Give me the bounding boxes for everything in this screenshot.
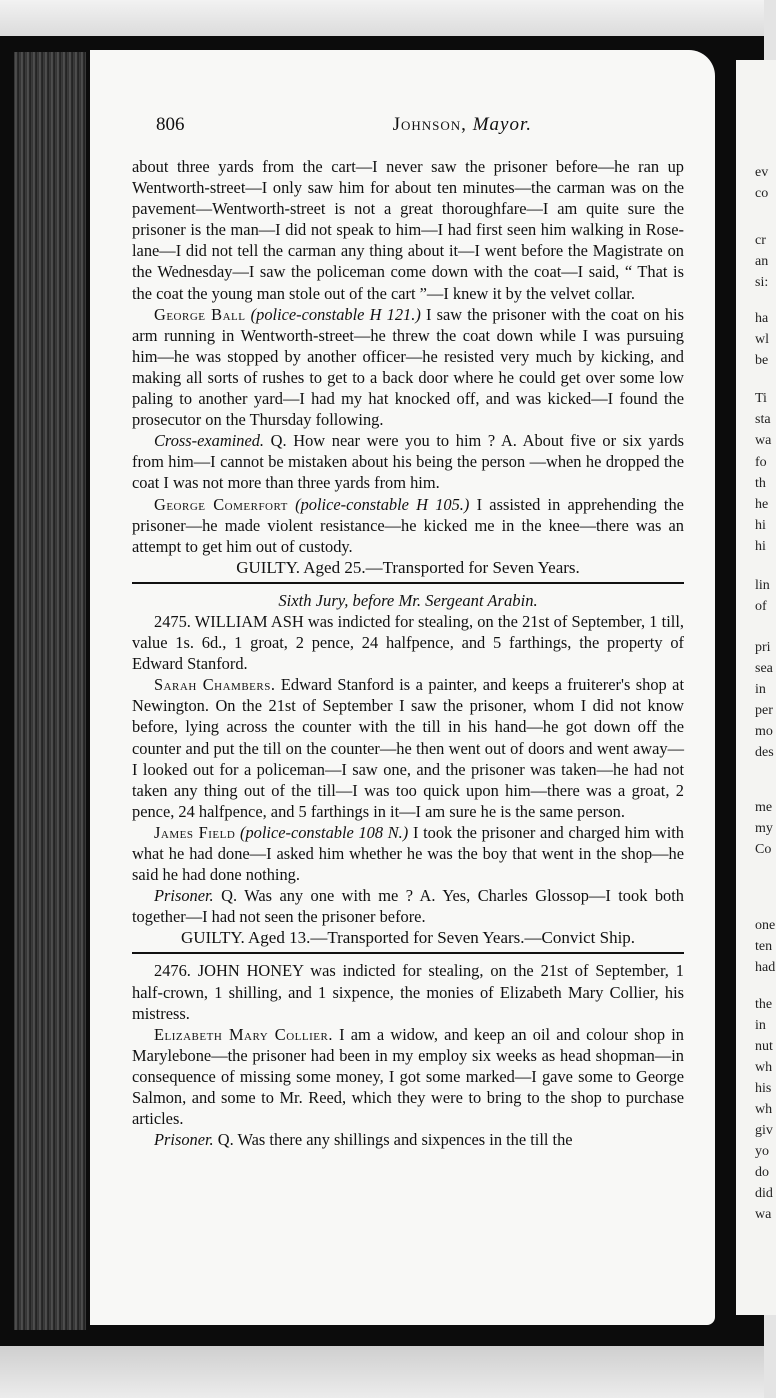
witness-role: (police-constable H 105.): [295, 494, 470, 514]
running-title-office: Mayor.: [472, 114, 532, 135]
witness-statement: I saw the prisoner with the coat on his arm running in Wentworth-street—he threw the coat down while I was pursuing him—he was stopped by another officer—he resisted very much by kicking, and making all sorts of rushes to get to a back door where he could get over some low paling to another yard—I had my hat knocked off, and was kicked—I found the prosecutor on the Thursday following.: [132, 304, 684, 430]
facing-page-fragment: mo: [755, 724, 773, 739]
facing-page-fragment: wh: [755, 1060, 773, 1075]
prisoner-text: Q. Was any one with me ? A. Yes, Charles Glossop—I took both together—I had not seen the prisoner before.: [132, 886, 684, 927]
running-head: [156, 114, 532, 140]
witness-statement: I assisted in apprehending the prisoner—he made violent resistance—he kicked me in the knee—there was an attempt to get him out of custody.: [132, 494, 684, 556]
facing-page-fragment: co: [755, 186, 769, 201]
witness-name: Elizabeth Mary Collier.: [154, 1024, 333, 1044]
testimony-continuation: about three yards from the cart—I never saw the prisoner before—he ran up Wentworth-street—I only saw him for about ten minutes—the carman was on the pavement—Wentworth-street is not a great thoroughfare—I am quite sure the prisoner is the man—I did not speak to him—I had first seen him walking in Rose-lane—I did not tell the carman any thing about it—I went before the Magistrate on the Wednesday—I saw the policeman come down with the coat—I said, “ That is the coat the young man stole out of the cart ”—I knew it by the velvet collar.: [132, 157, 684, 303]
verdict: GUILTY. Aged 25.—Transported for Seven Years.: [236, 557, 580, 577]
scan-background-top: [0, 0, 764, 40]
facing-page-fragment: of: [755, 599, 767, 614]
verdict: GUILTY. Aged 13.—Transported for Seven Years.—Convict Ship.: [180, 928, 636, 948]
facing-page-fragment: hi: [755, 518, 766, 533]
facing-page-fragment: fo: [755, 455, 767, 470]
facing-page-fragment: he: [755, 497, 769, 512]
cross-examined-label: Cross-examined.: [154, 431, 265, 451]
facing-page-fragment: ha: [755, 311, 769, 326]
facing-page-fragment: nut: [755, 1039, 773, 1054]
cross-examined-text: Q. How near were you to him ? A. About five or six yards from him—I cannot be mistaken about his being the person —when he dropped the coat I was not more than three yards from him.: [132, 431, 684, 493]
facing-page-fragment: pri: [755, 640, 771, 655]
body-text: [132, 156, 684, 1150]
witness-role: (police-constable 108 N.): [240, 822, 409, 842]
section-rule: [132, 582, 684, 584]
facing-page-fragment: hi: [755, 539, 766, 554]
scan-background-bottom: [0, 1346, 764, 1398]
testimony-james-field: [132, 822, 684, 885]
facing-page-fragment: th: [755, 476, 766, 491]
case-2475-intro: 2475. WILLIAM ASH was indicted for stealing, on the 21st of September, 1 till, value 1s. 6d., 1 groat, 2 pence, 24 halfpence, and 5 farthings, the property of Edward Stanford.: [132, 611, 684, 674]
witness-statement: I took the prisoner and charged him with what he had done—I asked him whether he was the boy that went in the shop—he said he had done nothing.: [132, 822, 684, 885]
section-rule: [132, 952, 684, 954]
facing-page-fragment: per: [755, 703, 773, 718]
facing-page-fragment: wa: [755, 433, 772, 448]
facing-page-fragment: des: [755, 745, 774, 760]
prisoner-question: [132, 885, 684, 927]
prisoner-question: [132, 1129, 684, 1150]
facing-page-fragment: giv: [755, 1123, 773, 1138]
facing-page-fragment: yo: [755, 1144, 769, 1159]
witness-name: George Comerfort: [154, 494, 288, 514]
page-number: 806: [156, 114, 185, 135]
facing-page-fragment: in: [755, 682, 766, 697]
facing-page-fragment: Co: [755, 842, 772, 857]
witness-name: Sarah Chambers.: [154, 675, 276, 695]
facing-page-fragment: lin: [755, 578, 770, 593]
facing-page-fragment: si:: [755, 275, 769, 290]
facing-page-fragment: my: [755, 821, 773, 836]
facing-page-fragment: wa: [755, 1207, 772, 1222]
book-spine: [14, 52, 86, 1330]
facing-page-fragment: sea: [755, 661, 773, 676]
facing-page-fragment: Ti: [755, 391, 767, 406]
witness-statement: I am a widow, and keep an oil and colour shop in Marylebone—the prisoner had been in my employ six weeks as head shopman—in consequence of missing some money, I got some marked—I gave some to George Salmon, and some to Mr. Reed, which they were to bring to the shop to purchase articles.: [132, 1024, 684, 1129]
running-title-name: Johnson,: [392, 114, 467, 135]
facing-page-fragment: be: [755, 353, 769, 368]
testimony-george-comerfort: [132, 494, 684, 557]
cross-examination: [132, 430, 684, 493]
facing-page-fragment: in: [755, 1018, 766, 1033]
witness-role: (police-constable H 121.): [250, 304, 421, 324]
testimony-sarah-chambers: [132, 674, 684, 822]
case-2476-intro: 2476. JOHN HONEY was indicted for stealing, on the 21st of September, 1 half-crown, 1 shilling, and 1 sixpence, the monies of Elizabeth Mary Collier, his mistress.: [132, 961, 684, 1023]
facing-page-fragment: the: [755, 997, 773, 1012]
facing-page-fragment: had: [755, 960, 776, 975]
facing-page-fragment: wh: [755, 1102, 773, 1117]
facing-page-fragment: did: [755, 1186, 773, 1201]
witness-statement: Edward Stanford is a painter, and keeps a fruiterer's shop at Newington. On the 21st of September I saw the prisoner, whom I did not know before, lying across the counter with the till in his hand—he got down off the counter and put the till on the counter—he then went out of doors and went away—I looked out for a policeman—I saw one, and the prisoner was taken—he had not taken any thing out of the till—I was too quick upon him—there was a groat, 2 pence, 24 halfpence, and 5 farthings in it—I am sure he is the same person.: [132, 675, 685, 821]
testimony-elizabeth-collier: [132, 1024, 684, 1129]
prisoner-text: Q. Was there any shillings and sixpences in the till the: [217, 1130, 573, 1150]
facing-page-fragment: ev: [755, 165, 769, 180]
prisoner-label: Prisoner.: [154, 886, 214, 906]
testimony-george-ball: [132, 304, 684, 431]
facing-page-fragment: his: [755, 1081, 772, 1096]
facing-page-fragment: do: [755, 1165, 769, 1180]
facing-page-fragment: ten: [755, 939, 773, 954]
running-title: [393, 114, 532, 136]
facing-page-fragment: wl: [755, 332, 769, 347]
facing-page-fragment: cr: [755, 233, 766, 248]
facing-page-fragment: me: [755, 800, 773, 815]
facing-page-fragment: one: [755, 918, 776, 933]
jury-heading: Sixth Jury, before Mr. Sergeant Arabin.: [278, 590, 538, 610]
facing-page-fragment: sta: [755, 412, 771, 427]
facing-page-fragment: an: [755, 254, 769, 269]
prisoner-label: Prisoner.: [154, 1130, 214, 1150]
witness-name: James Field: [154, 822, 236, 842]
witness-name: George Ball: [154, 304, 246, 324]
